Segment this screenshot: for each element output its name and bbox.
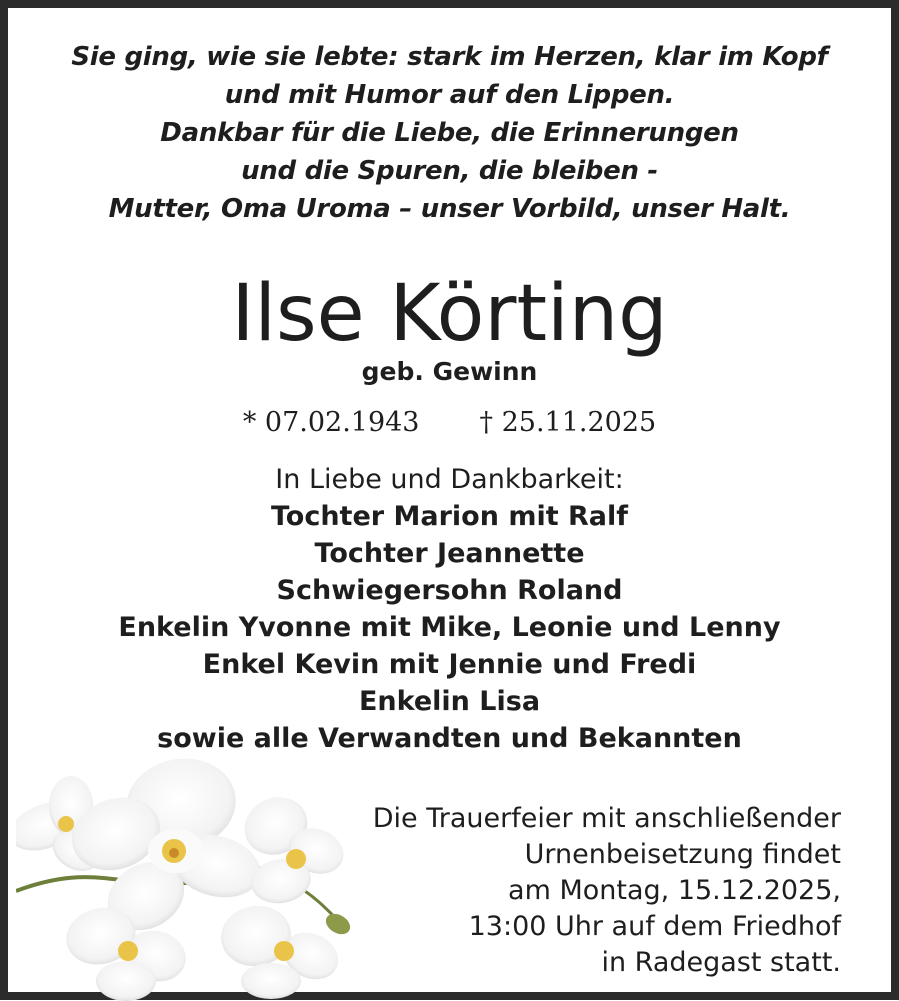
life-dates <box>16 404 883 442</box>
funeral-line: Urnenbeisetzung findet <box>524 839 841 870</box>
poem-line: Sie ging, wie sie lebte: stark im Herzen, klar im Kopf <box>71 42 828 72</box>
poem-line: und die Spuren, die bleiben - <box>241 156 658 186</box>
white-orchid-icon <box>16 756 366 1001</box>
deceased-name: Ilse Körting <box>231 269 668 359</box>
mourner-entry: Enkel Kevin mit Jennie und Fredi <box>202 649 697 680</box>
mourner-entry: Schwiegersohn Roland <box>276 575 623 606</box>
mourner-entry: sowie alle Verwandten und Bekannten <box>157 723 742 754</box>
mourner-entry: Tochter Jeannette <box>314 538 585 569</box>
mourner-entry: Enkelin Yvonne mit Mike, Leonie und Lenny <box>118 612 781 643</box>
funeral-notice <box>373 801 841 981</box>
mourners-list <box>16 461 883 757</box>
birth-date: * 07.02.1943 <box>242 407 420 438</box>
mourners-intro: In Liebe und Dankbarkeit: <box>275 464 624 495</box>
funeral-line: 13:00 Uhr auf dem Friedhof <box>468 911 841 942</box>
funeral-line: am Montag, 15.12.2025, <box>508 875 841 906</box>
funeral-line: Die Trauerfeier mit anschließender <box>372 803 841 834</box>
maiden-name: geb. Gewinn <box>361 357 538 386</box>
mourner-entry: Tochter Marion mit Ralf <box>270 501 629 532</box>
mourner-entry: Enkelin Lisa <box>358 686 541 717</box>
death-date: † 25.11.2025 <box>479 407 657 438</box>
funeral-line: in Radegast statt. <box>601 947 841 978</box>
poem-line: Dankbar für die Liebe, die Erinnerungen <box>160 118 739 148</box>
poem-line: Mutter, Oma Uroma – unser Vorbild, unser Halt. <box>108 194 791 224</box>
poem <box>16 38 883 228</box>
poem-line: und mit Humor auf den Lippen. <box>224 80 675 110</box>
